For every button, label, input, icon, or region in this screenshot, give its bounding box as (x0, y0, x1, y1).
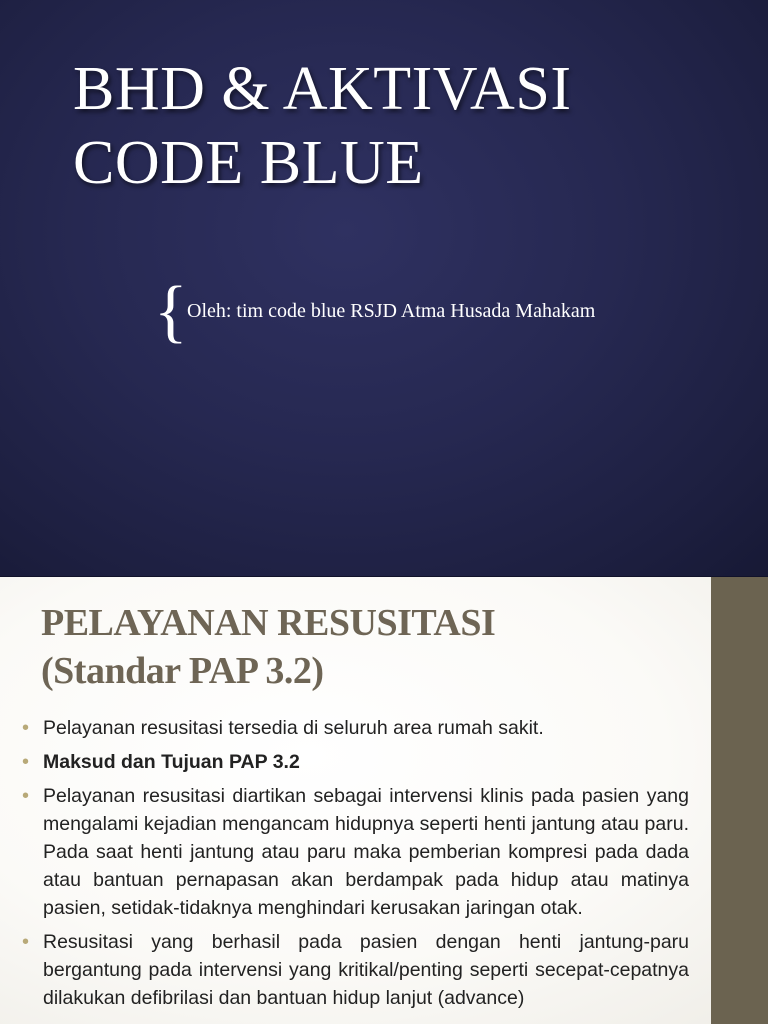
slide-title (73, 52, 571, 200)
bullet-text: Pelayanan resusitasi diartikan sebagai intervensi klinis pada pasien yang mengalami kejadian mengancam hidupnya seperti henti jantung atau paru. Pada saat henti jantung atau paru maka pemberian kompresi pada dada atau bantuan pernapasan akan berdampak pada hidup atau matinya pasien, setidak-tidaknya menghindari kerusakan jaringan otak. (43, 785, 689, 919)
bullet-text: Maksud dan Tujuan PAP 3.2 (43, 751, 300, 773)
bullet-dot-icon: • (22, 785, 30, 807)
content-heading-line2: (Standar PAP 3.2) (41, 650, 324, 692)
bullet-item (22, 928, 689, 1012)
slide-title-line1: BHD & AKTIVASI (73, 55, 572, 123)
bullet-item (22, 714, 689, 742)
content-heading-line1: PELAYANAN RESUSITASI (41, 602, 496, 644)
content-slide (0, 577, 768, 1024)
bullet-dot-icon: • (22, 931, 30, 953)
slide-subtitle: Oleh: tim code blue RSJD Atma Husada Mahakam (187, 300, 596, 322)
slide-title-line2: CODE BLUE (73, 129, 424, 197)
bullet-item (22, 748, 689, 776)
bullet-dot-icon: • (22, 717, 30, 739)
side-accent-band (711, 577, 768, 1024)
bullet-list (22, 714, 689, 1018)
bullet-item (22, 782, 689, 922)
brace-decoration: { (154, 273, 188, 350)
content-heading (41, 599, 495, 695)
bullet-text: Pelayanan resusitasi tersedia di seluruh area rumah sakit. (43, 717, 544, 739)
bullet-text: Resusitasi yang berhasil pada pasien dengan henti jantung-paru bergantung pada intervensi yang kritikal/penting seperti secepat-cepatnya dilakukan defibrilasi dan bantuan hidup lanjut (advance) (43, 931, 689, 1009)
bullet-dot-icon: • (22, 751, 30, 773)
